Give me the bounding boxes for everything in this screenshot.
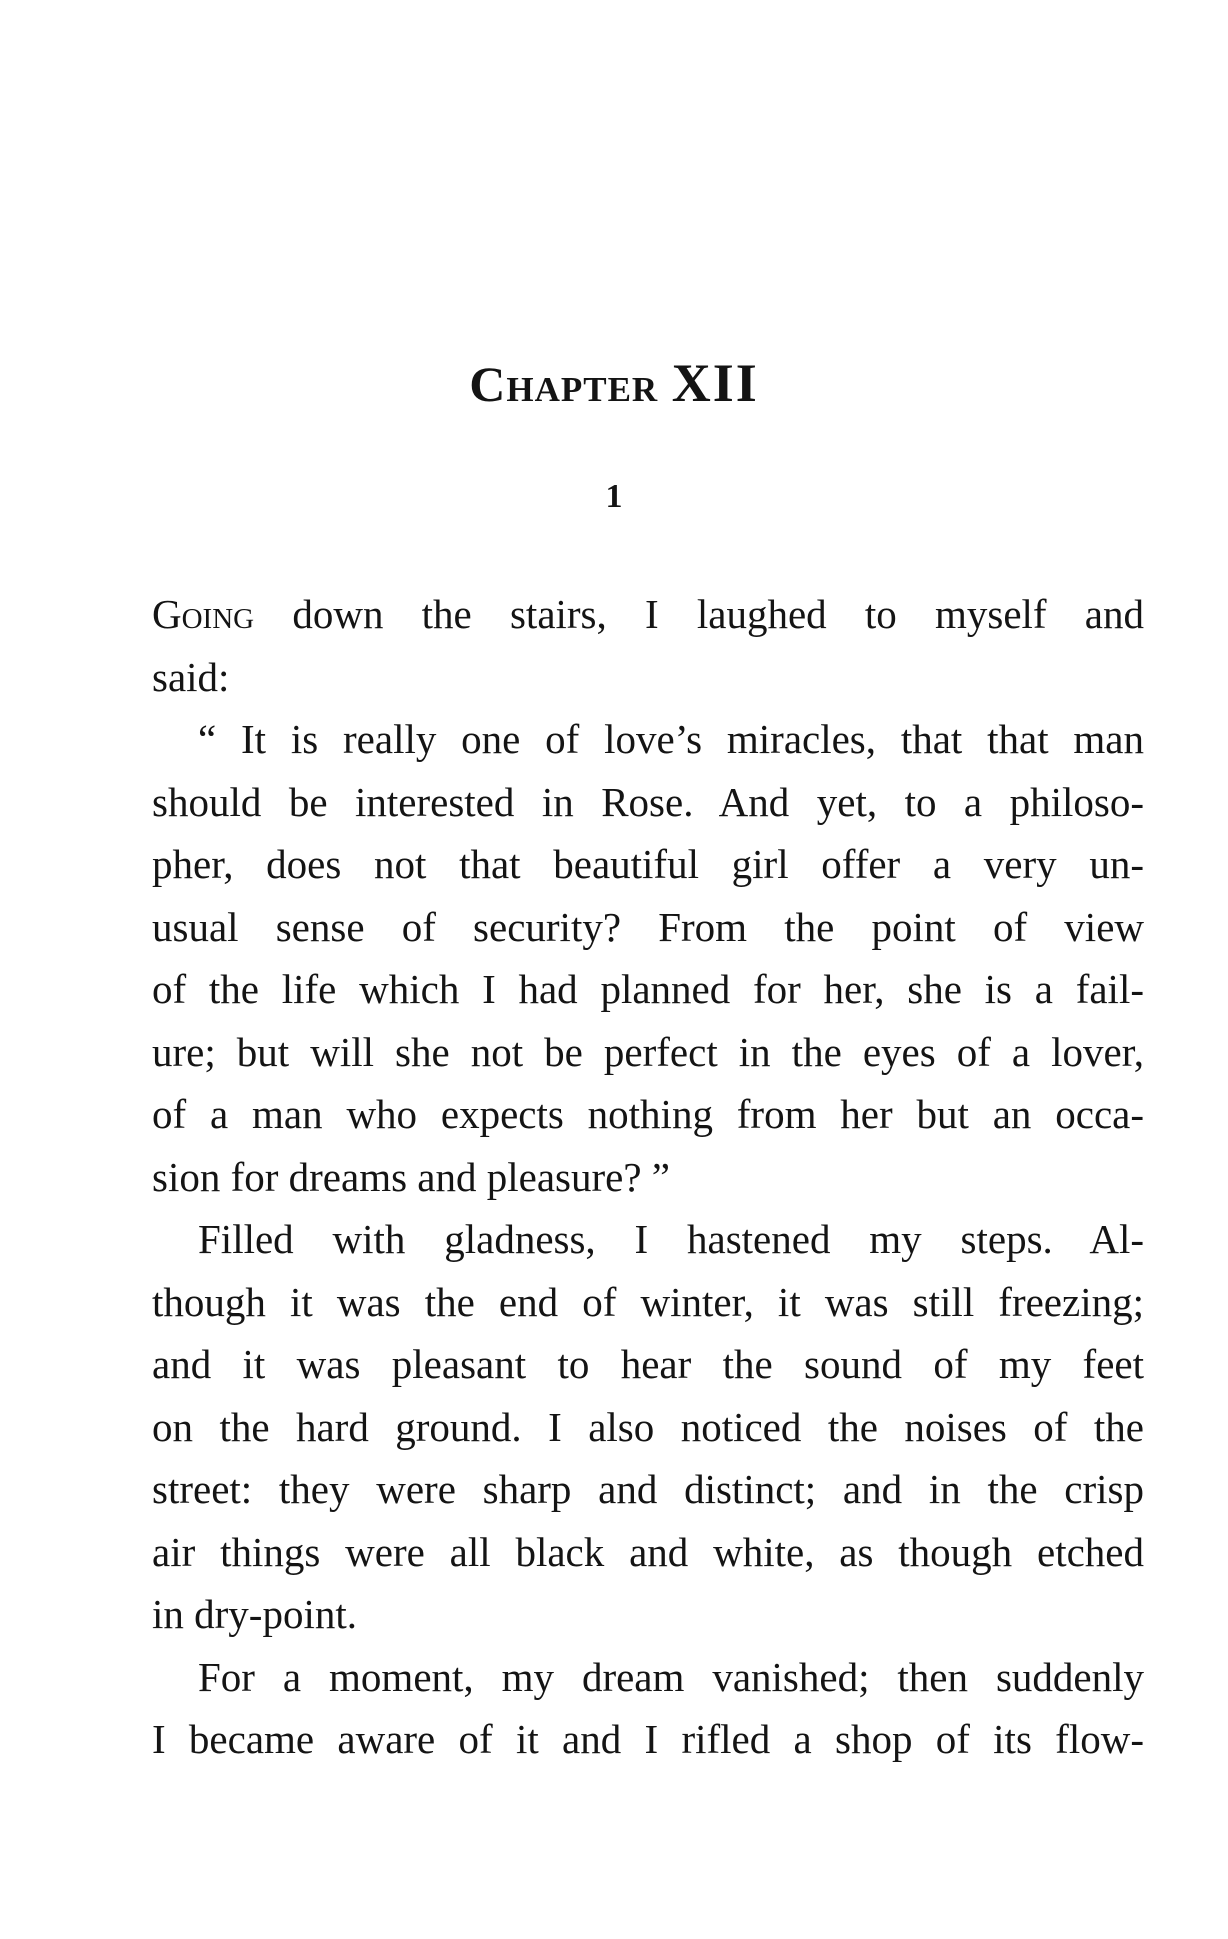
text-line: [152, 1083, 1144, 1146]
line-text: I became aware of it and I rifled a shop of its flow-: [152, 1716, 1144, 1762]
line-text: in dry-point.: [152, 1591, 357, 1637]
text-line: [152, 1146, 1144, 1209]
text-line: [152, 896, 1144, 959]
line-text: usual sense of security? From the point of view: [152, 903, 1144, 950]
line-text: air things were all black and white, as though etched: [152, 1528, 1144, 1575]
drop-word: Going: [152, 591, 255, 637]
text-line: [152, 958, 1144, 1021]
line-text: down the stairs, I laughed to myself and: [254, 591, 1144, 637]
text-line: [152, 583, 1144, 646]
line-text: though it was the end of winter, it was still freezing;: [152, 1278, 1144, 1325]
text-line: [152, 1708, 1144, 1771]
line-text: ure; but will she not be perfect in the eyes of a lover,: [152, 1028, 1144, 1075]
line-text: For a moment, my dream vanished; then suddenly: [198, 1653, 1144, 1700]
text-line: [152, 1458, 1144, 1521]
text-line: [152, 1646, 1144, 1709]
text-line: [152, 1396, 1144, 1459]
line-text: on the hard ground. I also noticed the noises of the: [152, 1403, 1144, 1450]
text-line: [152, 1521, 1144, 1584]
text-line: [152, 1208, 1144, 1271]
text-line: [152, 646, 1144, 709]
text-line: [152, 1271, 1144, 1334]
chapter-heading: [0, 352, 1228, 414]
body-text: [152, 583, 1144, 1771]
line-text: said:: [152, 653, 230, 700]
line-text: Filled with gladness, I hastened my steps. Al-: [198, 1216, 1144, 1262]
line-text: pher, does not that beautiful girl offer a very un-: [152, 841, 1144, 887]
section-number: 1: [605, 478, 623, 515]
line-text: and it was pleasant to hear the sound of my feet: [152, 1341, 1144, 1387]
text-line: [152, 833, 1144, 896]
text-line: [152, 1021, 1144, 1084]
line-text: of the life which I had planned for her, she is a fail-: [152, 966, 1144, 1012]
line-text: street: they were sharp and distinct; and in the crisp: [152, 1466, 1144, 1512]
chapter-label: Chapter: [469, 356, 659, 412]
line-text: of a man who expects nothing from her but an occa-: [152, 1091, 1144, 1137]
line-text: sion for dreams and pleasure? ”: [152, 1153, 670, 1200]
text-line: [152, 1333, 1144, 1396]
text-line: [152, 1583, 1144, 1646]
text-line: [152, 708, 1144, 771]
text-line: [152, 771, 1144, 834]
chapter-number: XII: [671, 353, 759, 413]
line-text: “ It is really one of love’s miracles, that that man: [198, 716, 1144, 762]
line-text: should be interested in Rose. And yet, to a philoso-: [152, 778, 1144, 825]
